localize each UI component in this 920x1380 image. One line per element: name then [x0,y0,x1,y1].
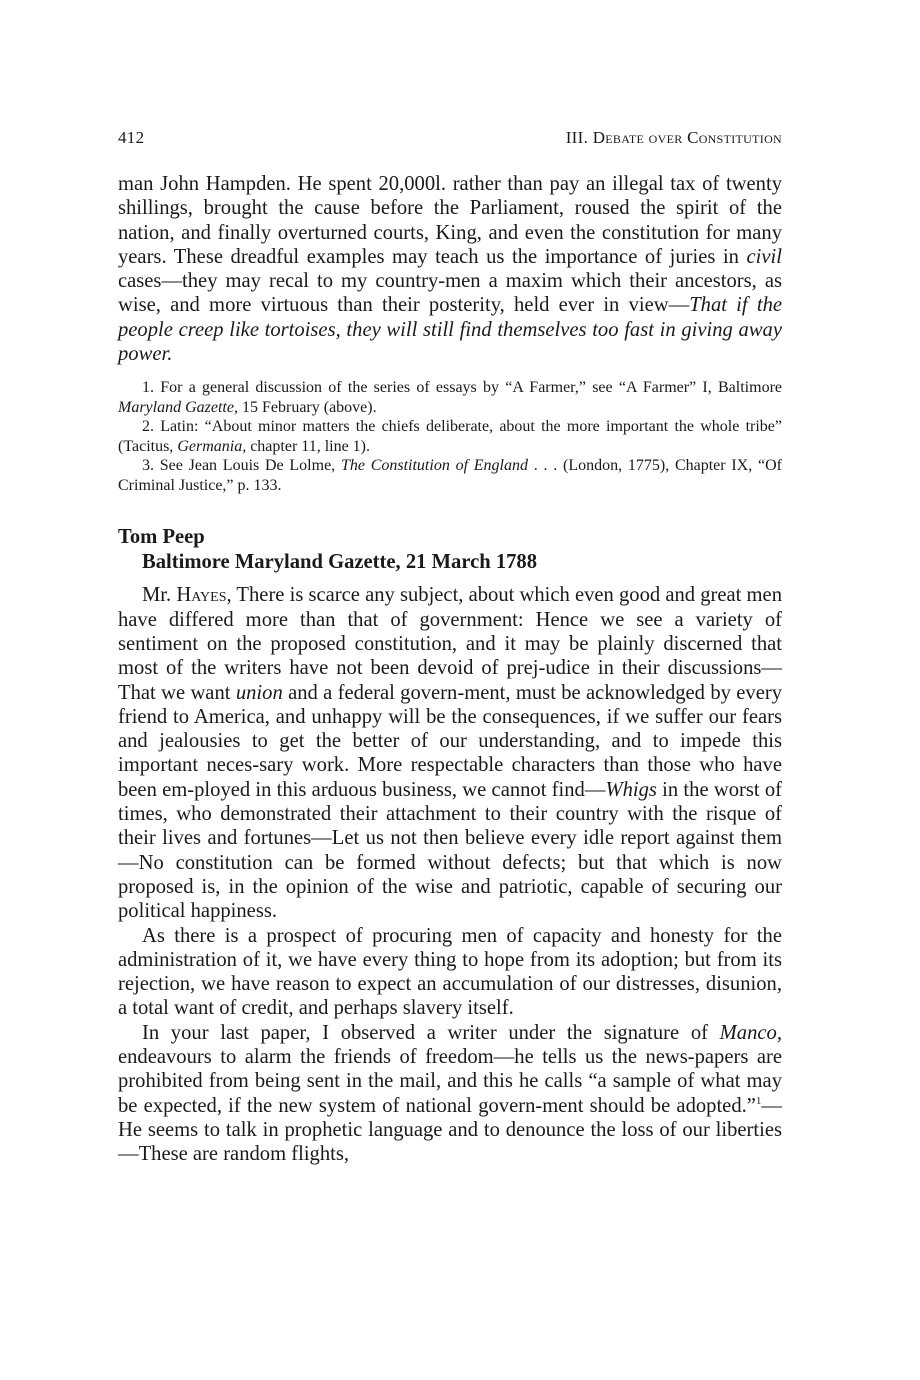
footnote-2 [118,417,782,456]
document-author: Tom Peep [118,526,205,549]
text-run: . . . (London, 1775), Chapter IX, “Of Criminal Justice,” p. 133. [118,457,782,494]
paragraph-2: As there is a prospect of procuring men of capacity and honesty for the administration of it, we have every thing to hope from its adoption; but from its rejection, we have reason to expect an accumulation of our distresses, disunion, a total want of credit, and perhaps slavery itself. [118,924,782,1020]
italic-manco: Manco, [719,1021,782,1044]
document-heading [118,525,782,575]
text-run: and a federal govern-ment, must be acknowledged by every friend to America, and unhappy will be the consequences, if we suffer our fears and jealousies to get the better of our understanding, and to impede this important neces-sary work. More respectable characters than those who have been em-ployed in this arduous business, we cannot find— [118,681,782,801]
document-page [118,128,782,1167]
text-run: 1. For a general discussion of the series of essays by “A Farmer,” see “A Farmer” I, Baltimore [142,379,782,397]
italic-whigs: Whigs [605,778,657,801]
italic-text: Germania, [177,437,247,455]
text-run: Mr. [142,584,177,607]
text-run: In your last paper, I observed a writer under the signature of [142,1021,720,1044]
text-run: chapter 11, line 1). [246,437,371,455]
document-body [118,583,782,1166]
paragraph-3 [118,1021,782,1167]
footnote-3 [118,456,782,495]
text-run: 2. Latin: “About minor matters the chiefs deliberate, about the more important the whole tribe” (Tacitus, [118,418,782,455]
text-run: 15 February (above). [237,398,377,416]
italic-text: Maryland Gazette, [118,398,238,416]
text-run: man John Hampden. He spent 20,000l. rather than pay an illegal tax of twenty shillings, brought the cause before the Parliament, roused the spirit of the nation, and finally overturned courts, King, and even the constitution for many years. These dreadful examples may teach us the importance of juries in [118,173,782,268]
italic-text: The Constitution of England [340,457,528,475]
footnote-ref: 1 [755,1094,762,1107]
text-run: in the worst of times, who demonstrated their attachment to their country with the risque of their lives and fortunes—Let us not then believe every idle report against them—No constitution can be formed without defects; but that which is now proposed is, in the opinion of the wise and patriotic, capable of securing our political happiness. [118,778,782,923]
italic-union: union [235,681,283,704]
text-run: 3. See Jean Louis De Lolme, [142,457,341,475]
running-title: III. Debate over Constitution [565,128,782,147]
document-source: Baltimore Maryland Gazette, 21 March 1788 [142,551,538,574]
footnote-1 [118,378,782,417]
continuation-paragraph [118,172,782,366]
salutation-name: Hayes [176,584,227,607]
text-run: endeavours to alarm the friends of freedom—he tells us the news-papers are prohibited from being sent in the mail, and this he calls “a sample of what may be expected, if the new system of national govern-ment should be adopted.” [118,1046,782,1117]
running-head [118,128,782,158]
italic-civil: civil [746,245,782,268]
text-run: —He seems to talk in prophetic language and to denounce the loss of our liberties—These are random flights, [118,1094,782,1166]
page-number: 412 [118,128,145,147]
italic-maxim: That if the people creep like tortoises, they will still find themselves too fast in giving away power. [118,294,783,366]
paragraph-1 [118,583,782,923]
footnotes [118,378,782,495]
text-run: cases—they may recal to my country-men a maxim which their ancestors, as wise, and more virtuous than their posterity, held ever in view— [118,270,782,317]
text-run: , There is scarce any subject, about which even good and great men have differed more than that of government: Hence we see a variety of sentiment on the proposed constitution, and it may be plainly discerned that most of the writers have not been devoid of prej-udice in their discussions—That we want [118,584,782,704]
